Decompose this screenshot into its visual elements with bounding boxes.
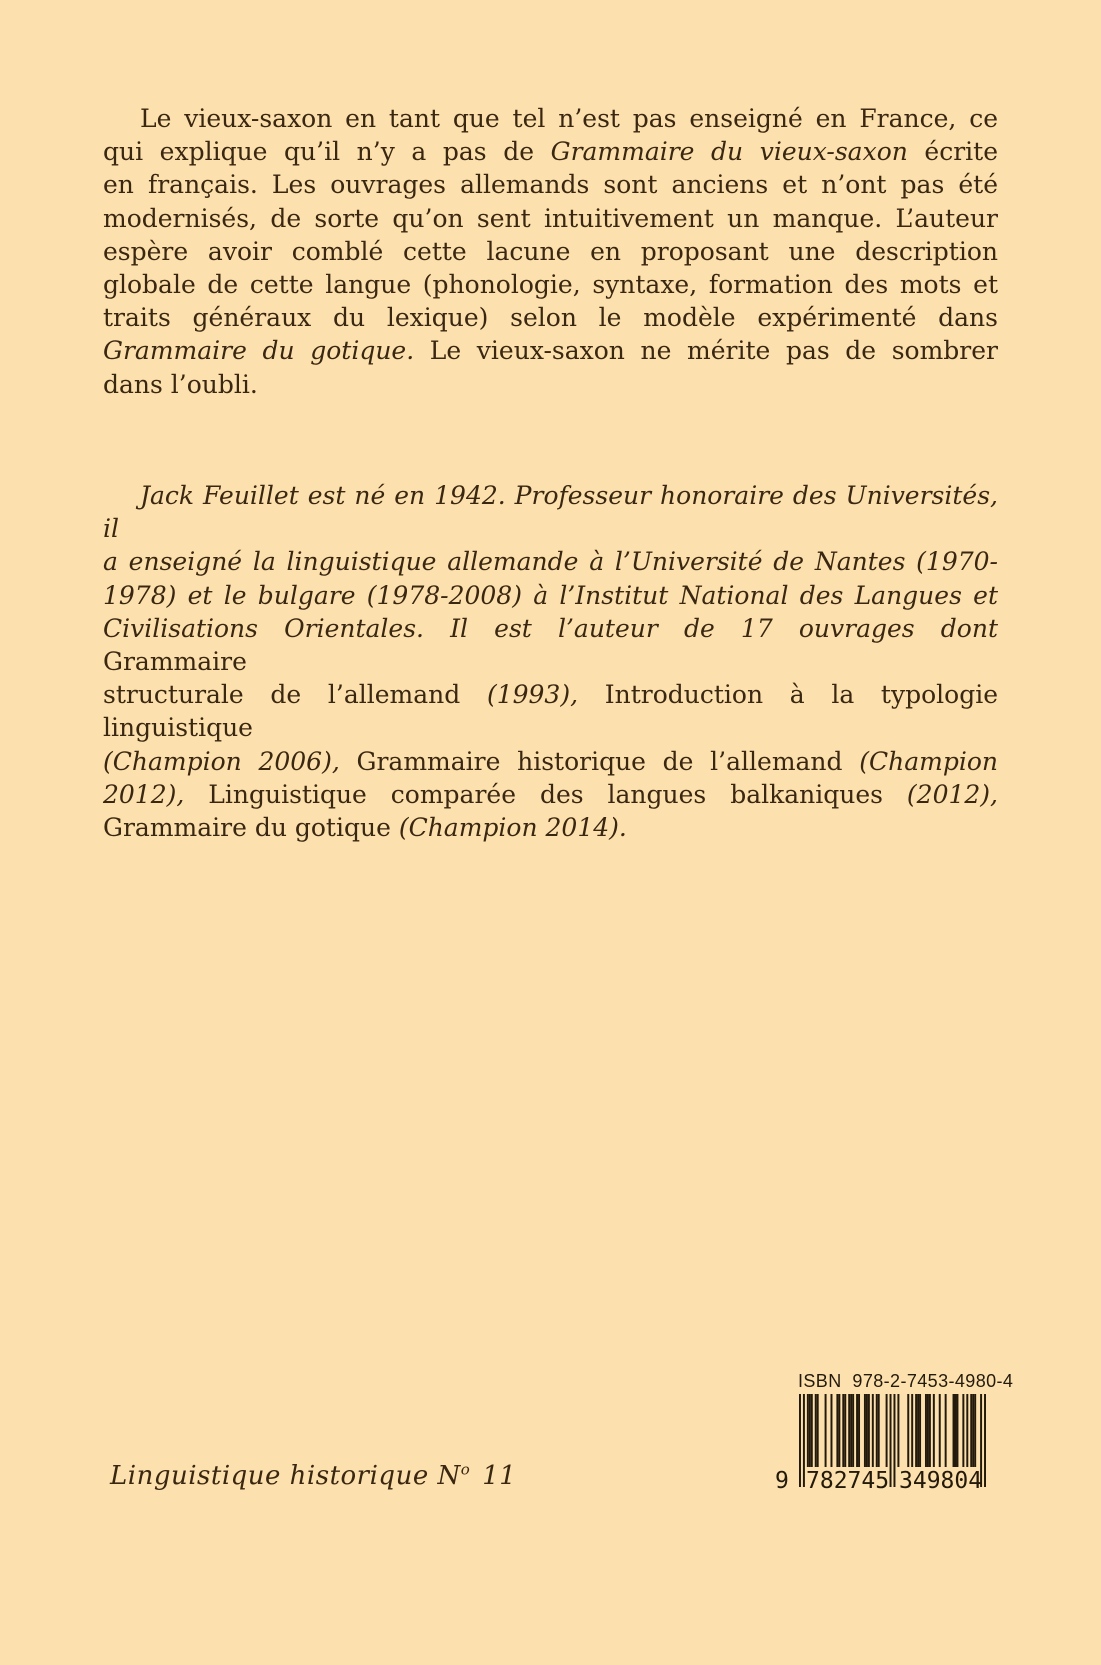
barcode-digit-group: 349804 [899, 1468, 983, 1494]
roman-text-run: Grammaire du gotique [103, 813, 399, 843]
barcode-digit-group: 9 [775, 1468, 789, 1494]
text-line [103, 235, 998, 268]
text-line [103, 579, 998, 612]
roman-text-run: structurale de l’allemand [103, 680, 487, 710]
italic-text-run: Civilisations Orientales. Il est l’auteur de 17 ouvrages dont [103, 613, 998, 643]
author-bio [103, 479, 998, 844]
text-line [103, 612, 998, 678]
back-cover-blurb [103, 102, 998, 401]
roman-text-run: dans l’oubli. [103, 369, 258, 399]
series-number-ordinal: o [460, 1460, 471, 1479]
italic-text-run: Grammaire du gotique. [103, 336, 415, 366]
barcode-digit-group: 782745 [806, 1468, 890, 1494]
italic-text-run: 1978) et le bulgare (1978-2008) à l’Institut National des Langues et [103, 580, 998, 610]
italic-text-run: (Champion [859, 746, 998, 776]
roman-text-run: Le vieux-saxon en tant que tel n’est pas enseigné en France, ce [140, 104, 998, 133]
text-line [103, 778, 998, 811]
italic-text-run: (Champion 2014). [398, 813, 627, 843]
text-line [103, 811, 998, 844]
roman-text-run: Introduction à la typologie linguistique [103, 680, 998, 743]
roman-text-run: Le vieux-saxon ne mérite pas de sombrer [414, 336, 999, 366]
italic-text-run: a enseigné la linguistique allemande à l’Université de Nantes (1970- [103, 547, 998, 577]
series-label [110, 1461, 516, 1491]
series-number: 11 [482, 1461, 517, 1491]
series-label-text: Linguistique historique N [110, 1461, 461, 1491]
roman-text-run: Linguistique comparée des langues balkaniques [208, 779, 907, 809]
italic-text-run: (2012), [906, 779, 998, 809]
text-line [103, 745, 998, 778]
text-line [103, 168, 998, 201]
italic-text-run: (Champion 2006), [103, 746, 357, 776]
roman-text-run: modernisés, de sorte qu’on sent intuitivement un manque. L’auteur [103, 203, 998, 233]
text-line [103, 479, 998, 545]
italic-text-run: 2012), [103, 779, 209, 809]
roman-text-run: Grammaire historique de l’allemand [356, 746, 860, 776]
text-line [103, 102, 998, 135]
roman-text-run: en français. Les ouvrages allemands sont anciens et n’ont pas été [103, 170, 998, 200]
isbn-number: ISBN 978-2-7453-4980-4 [798, 1371, 1014, 1391]
roman-text-run: espère avoir comblé cette lacune en proposant une description [103, 236, 998, 266]
text-line [103, 545, 998, 578]
italic-text-run: Jack Feuillet est né en 1942. Professeur honoraire des Universités, il [103, 481, 998, 544]
italic-text-run: Grammaire du vieux-saxon [550, 137, 908, 167]
roman-text-run: qui explique qu’il n’y a pas de [103, 137, 551, 167]
text-line [103, 202, 998, 235]
roman-text-run: globale de cette langue (phonologie, syntaxe, formation des mots et [103, 270, 998, 300]
text-line [103, 268, 998, 301]
text-line [103, 135, 998, 168]
text-line [103, 301, 998, 334]
roman-text-run: écrite [907, 137, 999, 167]
text-line [103, 334, 998, 367]
italic-text-run: (1993), [486, 680, 579, 710]
roman-text-run: traits généraux du lexique) selon le modèle expérimenté dans [103, 303, 998, 333]
text-line [103, 678, 998, 744]
roman-text-run: Grammaire [103, 647, 247, 677]
text-line [103, 368, 998, 401]
